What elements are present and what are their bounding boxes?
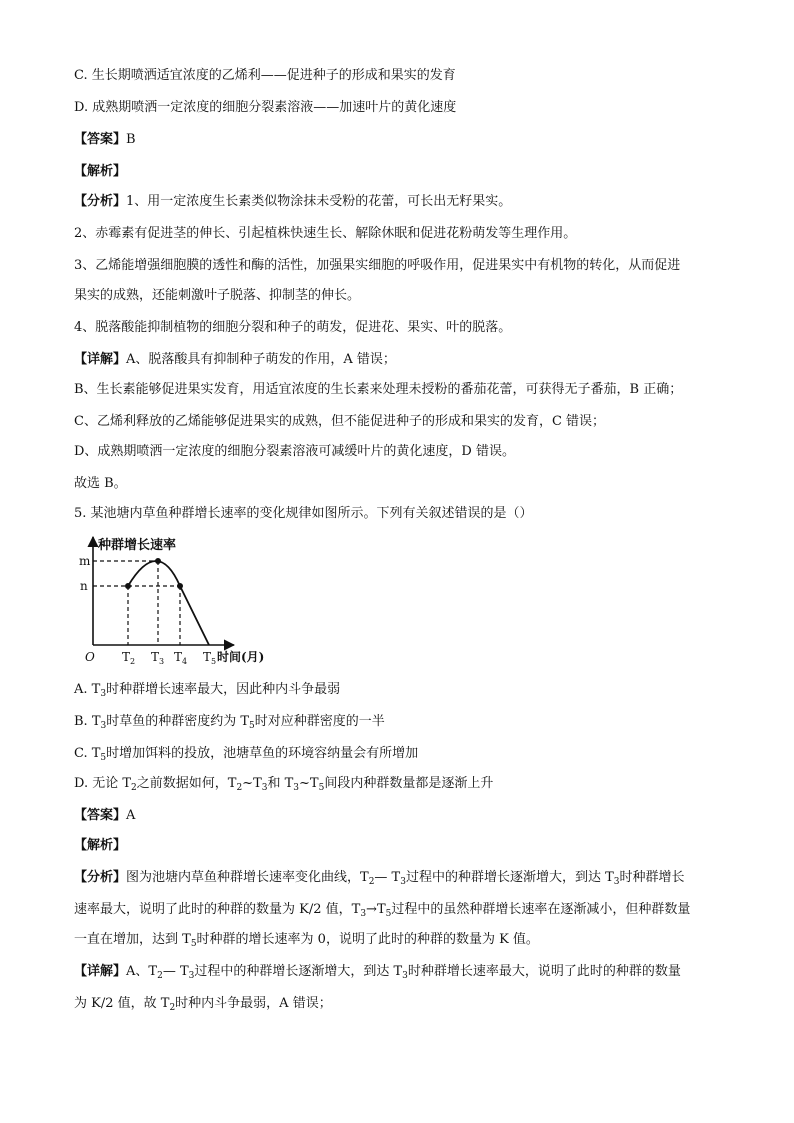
point-t2 <box>125 583 131 589</box>
answer-value-2: A <box>126 808 136 823</box>
answer-1 <box>74 130 734 150</box>
detail-line-1 <box>74 350 734 370</box>
point-t3 <box>155 558 161 564</box>
analysis-text: 1、用一定浓度生长素类似物涂抹未受粉的花蕾，可长出无籽果实。 <box>126 194 512 209</box>
detail-line-2: B、生长素能够促进果实发育，用适宜浓度的生长素来处理未授粉的番茄花蕾，可获得无子番茄，B 正确； <box>74 382 683 397</box>
analysis-line-2: 2、赤霉素有促进茎的伸长、引起植株快速生长、解除休眠和促进花粉萌发等生理作用。 <box>74 226 577 241</box>
tick-t5: $T_5$ <box>203 650 217 666</box>
detail-tag: 【详解】 <box>74 352 127 367</box>
option-d-previous: D. 成熟期喷洒一定浓度的细胞分裂素溶液——加速叶片的黄化速度 <box>74 100 457 115</box>
option-d: D. 无论 $T_2$之前数据如何，$T_2\sim T_3$和 $T_3\sim T_5$间段内种群数量都是逐渐上升 <box>74 776 494 793</box>
answer-tag: 【答案】 <box>74 132 127 147</box>
growth-rate-graph <box>78 533 265 666</box>
conclusion-line: 故选 B。 <box>74 476 127 491</box>
detail-text: A、脱落酸具有抑制种子萌发的作用，A 错误； <box>126 352 396 367</box>
tick-t2: $T_2$ <box>122 650 136 666</box>
option-b: B. $T_3$时草鱼的种群密度约为 $T_5$时对应种群密度的一半 <box>74 714 385 731</box>
analysis-line-1 <box>74 192 734 212</box>
question-5: 5. 某池塘内草鱼种群增长速率的变化规律如图所示。下列有关叙述错误的是（） <box>74 506 533 521</box>
analysis-heading-2: 【解析】 <box>74 838 127 853</box>
point-t4 <box>177 583 183 589</box>
analysis-line-4: 果实的成熟，还能刺激叶子脱落、抑制茎的伸长。 <box>74 288 361 303</box>
answer-2 <box>74 806 734 826</box>
detail2-line-1: 【详解】A、$T_2—$ $T_3$过程中的种群增长逐渐增大，到达 $T_3$时种群增长速率最大，说明了此时的种群的数量 <box>74 964 681 981</box>
detail-line-4: D、成熟期喷洒一定浓度的细胞分裂素溶液可减缓叶片的黄化速度，D 错误。 <box>74 444 515 459</box>
analysis-heading-1: 【解析】 <box>74 164 127 179</box>
growth-rate-curve <box>128 561 209 645</box>
origin-label: O <box>85 650 95 664</box>
analysis2-line-1: 【分析】图为池塘内草鱼种群增长速率变化曲线，$T_2—$ $T_3$过程中的种群增长逐渐增大，到达 $T_3$时种群增长 <box>74 870 685 887</box>
tick-t4: $T_4$ <box>174 650 188 666</box>
answer-value: B <box>126 132 136 147</box>
analysis-line-3: 3、乙烯能增强细胞膜的透性和酶的活性，加强果实细胞的呼吸作用，促进果实中有机物的转化，从而促进 <box>74 258 681 273</box>
analysis-tag: 【分析】 <box>74 194 127 209</box>
detail-line-3: C、乙烯利释放的乙烯能够促进果实的成熟，但不能促进种子的形成和果实的发育，C 错误； <box>74 414 606 429</box>
option-c-previous: C. 生长期喷洒适宜浓度的乙烯利——促进种子的形成和果实的发育 <box>74 68 456 83</box>
option-a: A. $T_3$时种群增长速率最大，因此种内斗争最弱 <box>74 682 341 699</box>
answer-tag-2: 【答案】 <box>74 808 127 823</box>
analysis2-line-3: 一直在增加，达到 $T_5$时种群的增长速率为 0，说明了此时的种群的数量为 K 值。 <box>74 932 539 949</box>
n-label: n <box>80 579 88 593</box>
option-c: C. $T_5$时增加饵料的投放，池塘草鱼的环境容纳量会有所增加 <box>74 746 419 763</box>
y-axis-label: 种群增长速率 <box>98 538 177 553</box>
detail2-line-2: 为 K/2 值，故 $T_2$时种内斗争最弱，A 错误； <box>74 996 332 1013</box>
analysis2-line-2: 速率最大，说明了此时的种群的数量为 K/2 值，$T_3\to T_5$过程中的虽然种群增长速率在逐渐减小，但种群数量 <box>74 902 691 919</box>
x-axis-label: 时间(月) <box>217 650 265 664</box>
tick-t3: $T_3$ <box>151 650 165 666</box>
analysis-line-5: 4、脱落酸能抑制植物的细胞分裂和种子的萌发，促进花、果实、叶的脱落。 <box>74 320 512 335</box>
m-label: m <box>79 554 91 568</box>
